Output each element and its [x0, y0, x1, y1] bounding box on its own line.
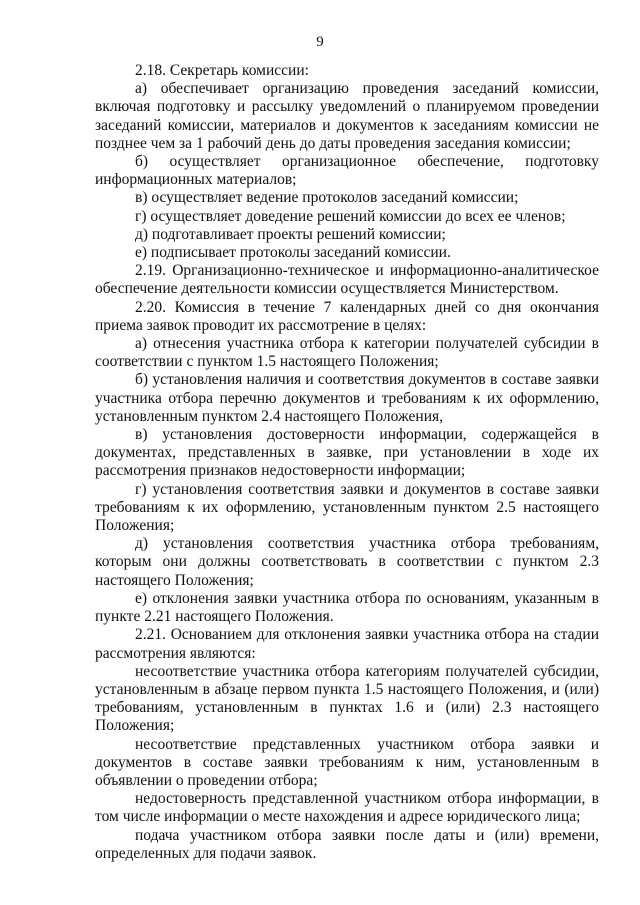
paragraph-2-20-v: в) установления достоверности информации, содержащейся в документах, представленных в заявке, при установлении в ходе их рассмотрения признаков недостоверности информации; — [95, 426, 599, 480]
paragraph-2-20-g: г) установления соответствия заявки и документов в составе заявки требованиям к их оформлению, установленным пунктом 2.5 настоящего Положения; — [95, 480, 599, 535]
page-number: 9 — [316, 34, 324, 50]
paragraph-2-18-b: б) осуществляет организационное обеспечение, подготовку информационных материалов; — [95, 153, 599, 189]
paragraph-2-20-b: б) установления наличия и соответствия документов в составе заявки участника отбора перечню документов и требованиям к их оформлению, установленным пунктом 2.4 настоящего Положения, — [95, 371, 599, 425]
paragraph-2-18-e: е) подписывает протоколы заседаний комиссии. — [135, 244, 451, 262]
paragraph-2-18-v: в) осуществляет ведение протоколов заседаний комиссии; — [135, 189, 519, 207]
paragraph-2-21-reason-4: подача участником отбора заявки после даты и (или) времени, определенных для подачи заявок. — [95, 826, 599, 862]
paragraph-2-18: 2.18. Секретарь комиссии: — [135, 62, 309, 79]
paragraph-2-21-reason-2: несоответствие представленных участником отбора заявки и документов в составе заявки требованиям к ним, установленным в объявлении о проведении отбора; — [95, 735, 599, 789]
paragraph-2-18-a: а) обеспечивает организацию проведения заседаний комиссии, включая подготовку и рассылку уведомлений о планируемом проведении заседаний комиссии, материалов и документов к заседаниям комиссии не позднее чем за 1 рабочий день до даты проведения заседания комиссии; — [95, 80, 599, 152]
paragraph-2-18-d: д) подготавливает проекты решений комиссии; — [135, 225, 446, 243]
paragraph-2-21-reason-1: несоответствие участника отбора категориям получателей субсидии, установленным в абзаце первом пункта 1.5 настоящего Положения, и (или) требованиям, установленным в пунктах 1.6 и (или) 2.3 настоящего Положения; — [95, 662, 599, 735]
paragraph-2-19: 2.19. Организационно-техническое и информационно-аналитическое обеспечение деятельности комиссии осуществляется Министерством. — [95, 262, 599, 298]
paragraph-2-20-e: е) отклонения заявки участника отбора по основаниям, указанным в пункте 2.21 настоящего Положения. — [95, 589, 599, 626]
paragraph-2-20-a: а) отнесения участника отбора к категории получателей субсидии в соответствии с пунктом 1.5 настоящего Положения; — [95, 335, 599, 371]
document-body — [95, 62, 599, 863]
paragraph-2-21-reason-3: недостоверность представленной участником отбора информации, в том числе информации о месте нахождения и адресе юридического лица; — [95, 790, 599, 826]
paragraph-2-18-g: г) осуществляет доведение решений комиссии до всех ее членов; — [135, 207, 566, 225]
paragraph-2-21: 2.21. Основанием для отклонения заявки участника отбора на стадии рассмотрения являются: — [95, 626, 599, 662]
paragraph-2-20: 2.20. Комиссия в течение 7 календарных дней со дня окончания приема заявок проводит их рассмотрение в целях: — [95, 298, 599, 334]
paragraph-2-20-d: д) установления соответствия участника отбора требованиям, которым они должны соответствовать в соответствии с пунктом 2.3 настоящего Положения; — [95, 535, 599, 589]
